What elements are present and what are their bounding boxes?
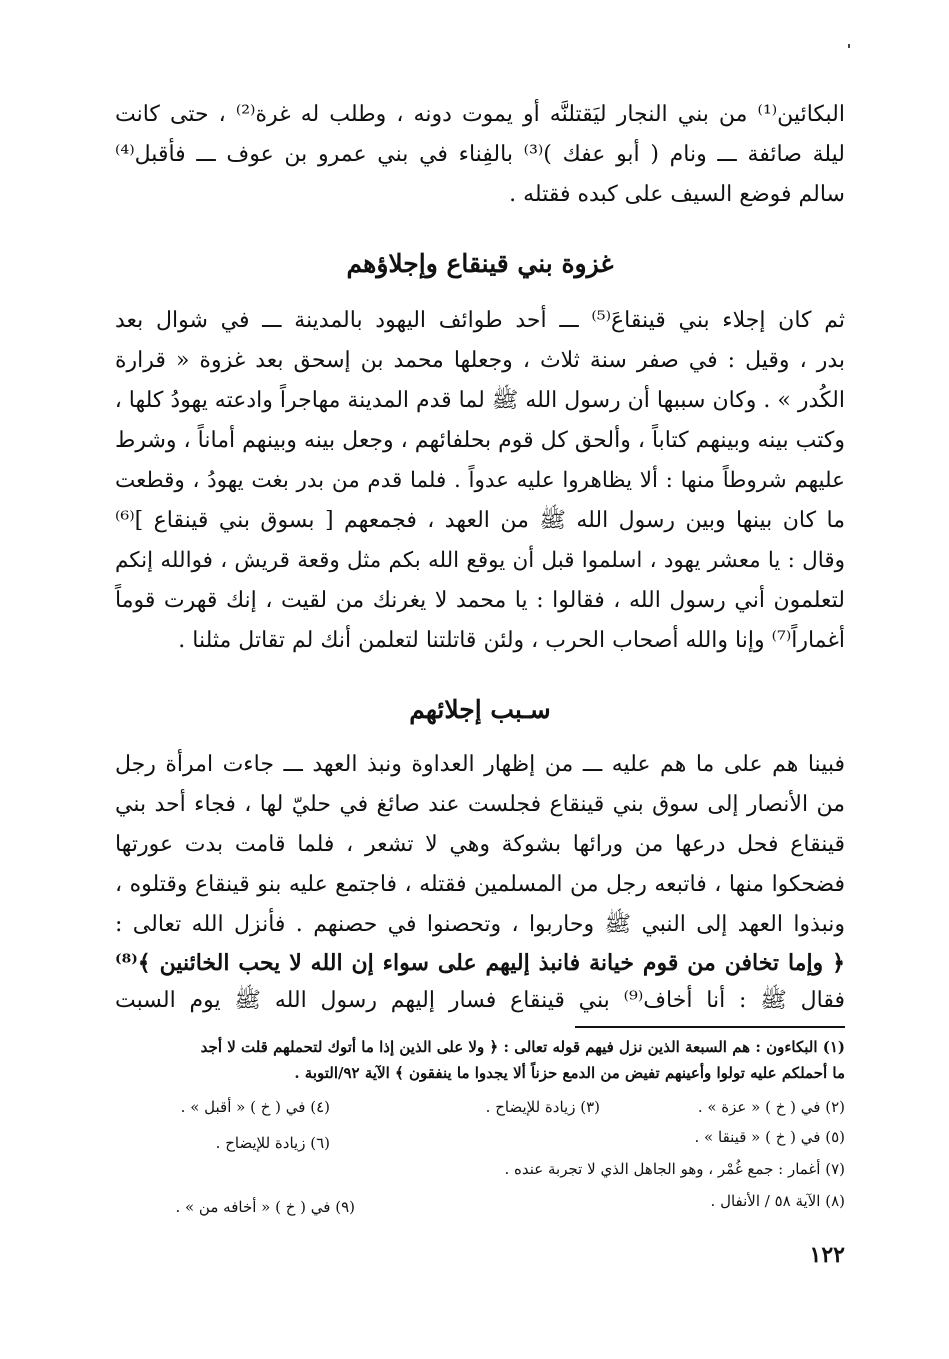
text-line: ثم كان إجلاء بني قينقاعَ⁽⁵⁾ ـــ أحد طوائف اليهود بالمدينة ـــ في شوال بعد	[115, 308, 845, 333]
footnote-7: (٧) أغمار : جمع غُمْر ، وهو الجاهل الذي لا تجربة عنده .	[504, 1160, 845, 1178]
text-line: عليهم شروطاً منها : ألا يظاهروا عليه عدواً . فلما قدم من بدر بغت يهودُ ، وقطعت	[115, 468, 845, 493]
text-line: ونبذوا العهد إلى النبي ﷺ وحاربوا ، وتحصنوا في حصنهم . فأنزل الله تعالى :	[115, 912, 845, 937]
text-line: وكتب بينه وبينهم كتاباً ، وألحق كل قوم بحلفائهم ، وجعل بينه وبينهم أماناً ، وشرط	[115, 428, 845, 453]
text-line: الكُدر » . وكان سببها أن رسول الله ﷺ لما قدم المدينة مهاجراً وادعته يهودُ كلها ،	[114, 388, 845, 413]
footnote-5: (٥) في ( خ ) « قينقا » .	[694, 1128, 845, 1146]
section-heading-banu-qaynuqa: غزوة بني قينقاع وإجلاؤهم	[346, 249, 614, 278]
quran-verse: ﴿ وإما تخافن من قوم خيانة فانبذ إليهم على سواء إن الله لا يحب الخائنين ﴾⁽⁸⁾	[115, 950, 845, 976]
footnote-6: (٦) زيادة للإيضاح .	[215, 1134, 330, 1152]
footnote-2: (٢) في ( خ ) « عزة » .	[697, 1098, 845, 1116]
text-line: فقال ﷺ : أنا أخاف⁽⁹⁾ بني قينقاع فسار إليهم رسول الله ﷺ يوم السبت	[115, 988, 845, 1013]
section-heading-cause: سـبب إجلائهم	[409, 695, 551, 724]
footnote-9: (٩) في ( خ ) « أخافه من » .	[175, 1198, 355, 1216]
footnote-4: (٤) في ( خ ) « أقبل » .	[180, 1098, 330, 1116]
text-line: ما كان بينها وبين رسول الله ﷺ من العهد ، فجمعهم [ بسوق بني قينقاع ]⁽⁶⁾	[115, 508, 845, 533]
text-line: فبينا هم على ما هم عليه ـــ من إظهار العداوة ونبذ العهد ـــ جاءت امرأة رجل	[115, 752, 845, 777]
text-line: أغماراً⁽⁷⁾ وإنا والله أصحاب الحرب ، ولئن قاتلتنا لتعلمن أنك لم تقاتل مثلنا .	[178, 628, 845, 653]
text-line: فضحكوا منها ، فاتبعه رجل من المسلمين فقتله ، فاجتمع عليه بنو قينقاع وقتلوه ،	[115, 872, 845, 897]
footnote-8: (٨) الآية ٥٨ / الأنفال .	[710, 1192, 845, 1210]
footnote-3: (٣) زيادة للإيضاح .	[485, 1098, 600, 1116]
footnote-1-continued: ما أحملكم عليه تولوا وأعينهم تفيض من الدمع حزناً ألا يجدوا ما ينفقون ﴾ الآية ٩٢/التوبة .	[294, 1064, 845, 1082]
scan-speck	[848, 44, 850, 48]
text-line: لتعلمون أني رسول الله ، فقالوا : يا محمد لا يغرنك من لقيت ، إنك قهرت قوماً	[115, 588, 845, 613]
footnote-separator	[575, 1026, 845, 1028]
page-number: ١٢٢	[809, 1242, 845, 1268]
text-line: سالم فوضع السيف على كبده فقتله .	[509, 182, 845, 207]
text-line: وقال : يا معشر يهود ، اسلموا قبل أن يوقع الله بكم مثل وقعة قريش ، فوالله إنكم	[115, 548, 845, 573]
text-line: ليلة صائفة ـــ ونام ( أبو عفك )⁽³⁾ بالفِناء في بني عمرو بن عوف ـــ فأقبل⁽⁴⁾	[115, 142, 845, 167]
text-line: قينقاع فحل درعها من ورائها بشوكة وهي لا تشعر ، فلما قامت بدت عورتها	[115, 832, 845, 857]
text-line: من الأنصار إلى سوق بني قينقاع فجلست عند صائغ في حليّ لها ، فجاء أحد بني	[115, 792, 845, 817]
text-line: بدر ، وقيل : في صفر سنة ثلاث ، وجعلها محمد بن إسحق بعد غزوة « قرارة	[115, 348, 845, 373]
footnote-1: (١) البكاءون : هم السبعة الذين نزل فيهم قوله تعالى : ﴿ ولا على الذين إذا ما أتوك لتحملهم قلت لا أجد	[200, 1038, 845, 1056]
text-line: البكائين⁽¹⁾ من بني النجار ليَقتلنَّه أو يموت دونه ، وطلب له غرة⁽²⁾ ، حتى كانت	[115, 102, 845, 127]
